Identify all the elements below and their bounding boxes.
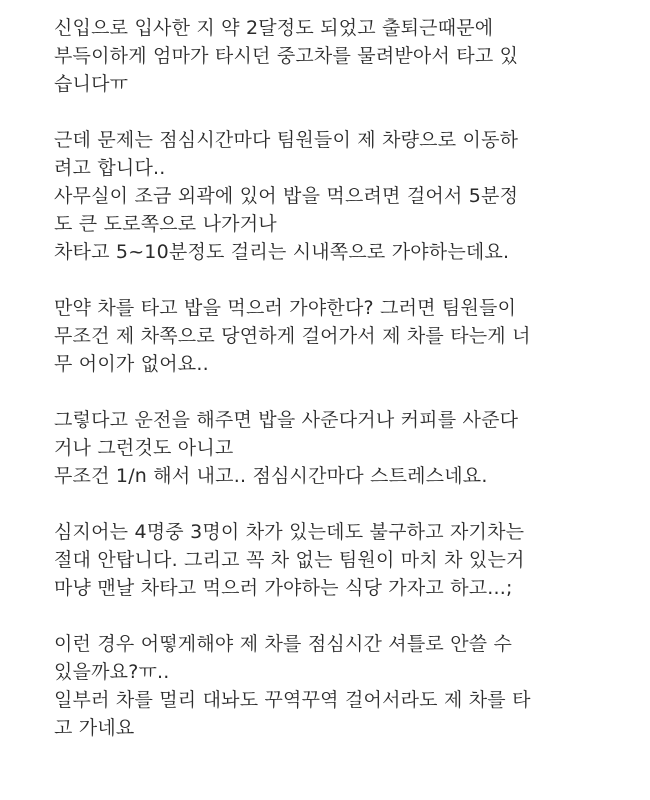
text-line: 절대 안탑니다. 그리고 꼭 차 없는 팀원이 마치 차 있는거 [54,549,525,571]
paragraph-5 [54,518,624,602]
text-line: 무조건 1/n 해서 내고.. 점심시간마다 스트레스네요. [54,465,488,487]
text-line: 마냥 맨날 차타고 먹으러 가야하는 식당 가자고 하고...; [54,577,513,599]
paragraph-3 [54,294,624,378]
text-line: 있을까요?ㅠ.. [54,661,170,683]
text-line: 습니다ㅠ [54,73,129,95]
post-body [54,14,624,770]
text-line: 도 큰 도로쪽으로 나가거나 [54,213,277,235]
text-line: 근데 문제는 점심시간마다 팀원들이 제 차량으로 이동하 [54,129,519,151]
text-line: 부득이하게 엄마가 타시던 중고차를 물려받아서 타고 있 [54,45,519,67]
text-line: 무 어이가 없어요.. [54,353,209,375]
text-line: 이런 경우 어떻게해야 제 차를 점심시간 셔틀로 안쓸 수 [54,633,513,655]
text-line: 사무실이 조금 외곽에 있어 밥을 먹으려면 걸어서 5분정 [54,185,519,207]
paragraph-6 [54,630,624,742]
text-line: 그렇다고 운전을 해주면 밥을 사준다거나 커피를 사준다 [54,409,519,431]
text-line: 만약 차를 타고 밥을 먹으러 가야한다? 그러면 팀원들이 [54,297,517,319]
paragraph-1 [54,14,624,98]
paragraph-2 [54,126,624,266]
text-line: 신입으로 입사한 지 약 2달정도 되었고 출퇴근때문에 [54,17,494,39]
text-line: 무조건 제 차쪽으로 당연하게 걸어가서 제 차를 타는게 너 [54,325,531,347]
text-line: 려고 합니다.. [54,157,166,179]
text-line: 거나 그런것도 아니고 [54,437,234,459]
text-line: 차타고 5~10분정도 걸리는 시내쪽으로 가야하는데요. [54,241,510,263]
text-line: 심지어는 4명중 3명이 차가 있는데도 불구하고 자기차는 [54,521,525,543]
text-line: 일부러 차를 멀리 대놔도 꾸역꾸역 걸어서라도 제 차를 타 [54,689,531,711]
text-line: 고 가네요 [54,717,135,739]
paragraph-4 [54,406,624,490]
